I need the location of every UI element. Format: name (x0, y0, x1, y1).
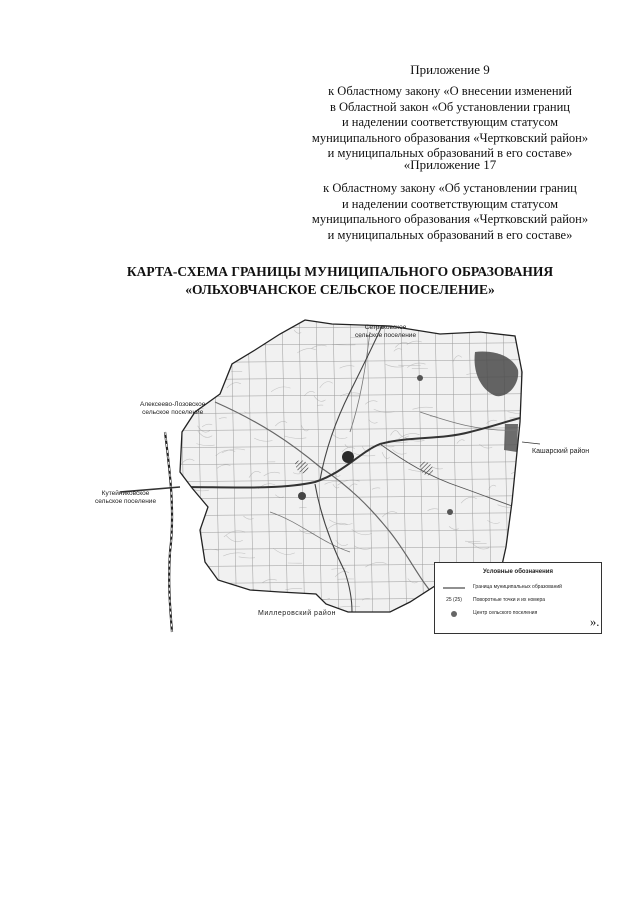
appendix-17-line: к Областному закону «Об установлении границ (323, 181, 577, 195)
appendix-9-heading: Приложение 9 (410, 62, 490, 77)
document-title-line-1: КАРТА-СХЕМА ГРАНИЦЫ МУНИЦИПАЛЬНОГО ОБРАЗОВАНИЯ (126, 264, 554, 279)
legend-item-boundary (441, 583, 595, 592)
appendix-9-title (300, 62, 600, 78)
label-northwest-settlement (140, 401, 205, 417)
forest-patch (504, 424, 518, 452)
terrain-contour (241, 337, 264, 343)
closing-quote: ». (590, 615, 600, 629)
settlement-center-dot-icon (441, 609, 467, 618)
terrain-contour (513, 554, 536, 558)
settlement (447, 509, 453, 515)
terrain-contour (181, 607, 198, 610)
appendix-9-line: муниципального образования «Чертковский район» (311, 130, 589, 145)
appendix-17-line: муниципального образования «Чертковский район» (311, 212, 589, 226)
legend-title: Условные обозначения (483, 569, 553, 575)
label-south-district: Миллеровский район (258, 610, 337, 617)
terrain-contour (238, 323, 259, 330)
appendix-17-body (290, 181, 610, 243)
terrain-contour (238, 327, 246, 333)
terrain-contour (188, 368, 207, 371)
appendix-17-line: и муниципальных образований в его составе» (327, 227, 573, 242)
turning-point-icon: 25 (25) (446, 597, 462, 603)
boundary-extension (522, 442, 540, 444)
boundary-line-icon (441, 583, 467, 592)
appendix-17-line: и наделении соответствующим статусом (341, 196, 559, 211)
label-east-district: Кашарский район (532, 448, 590, 455)
terrain-contour (263, 602, 273, 605)
terrain-contour (226, 326, 245, 331)
label-north-settlement (355, 324, 416, 340)
terrain-contour (368, 614, 385, 618)
legend-item-turning-point (441, 596, 595, 605)
terrain-contour (423, 324, 431, 326)
label-north-line-1: Сетраковское (364, 324, 407, 331)
map-legend (434, 562, 602, 634)
settlement-center (342, 451, 354, 463)
appendix-17-heading: «Приложение 17 (403, 157, 497, 172)
label-north-line-2: сельское поселение (355, 332, 417, 339)
appendix-17-title (300, 157, 600, 173)
appendix-9-line: и муниципальных образований в его составе» (327, 146, 573, 160)
terrain-contour (185, 392, 193, 394)
legend-text: Граница муниципальных образований (473, 584, 562, 590)
appendix-9-body (290, 84, 610, 162)
terrain-contour (204, 370, 212, 371)
settlement (417, 375, 423, 381)
legend-text: Поворотные точки и их номера (473, 597, 546, 603)
appendix-9-line: и наделении соответствующим статусом (341, 115, 559, 129)
terrain-contour (508, 320, 520, 322)
label-west-settlement (95, 490, 156, 506)
label-northwest-line-2: сельское поселение (142, 409, 204, 416)
label-northwest-line-1: Алексеево-Лозовское (140, 401, 206, 408)
label-west-line-2: сельское поселение (95, 498, 157, 505)
settlement (298, 492, 306, 500)
document-title-line-2: «ОЛЬХОВЧАНСКОЕ СЕЛЬСКОЕ ПОСЕЛЕНИЕ» (185, 282, 495, 297)
terrain-contour (239, 609, 253, 613)
terrain-contour (512, 500, 524, 502)
legend-item-settlement-center (441, 609, 595, 618)
label-west-line-1: Кутейниковское (101, 490, 150, 497)
terrain-contour (207, 576, 215, 582)
appendix-9-line: в Областной закон «Об установлении границ (329, 99, 570, 114)
appendix-9-line: к Областному закону «О внесении изменений (328, 84, 572, 98)
terrain-contour (272, 602, 278, 604)
terrain-contour (208, 362, 217, 364)
legend-text: Центр сельского поселения (473, 610, 538, 616)
